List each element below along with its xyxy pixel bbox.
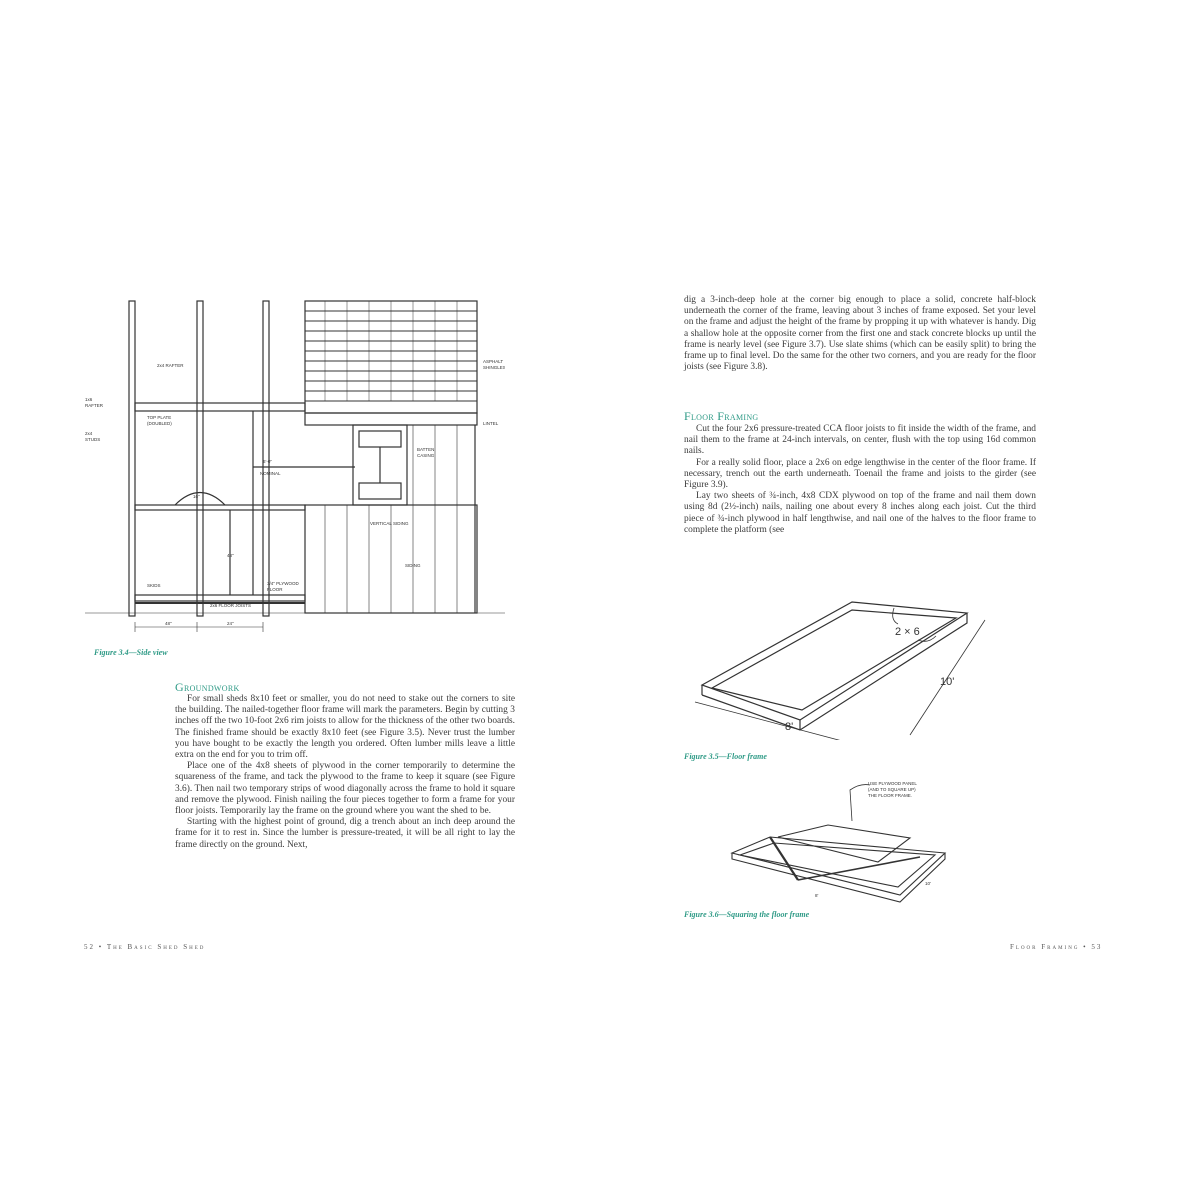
section-heading-groundwork: Groundwork — [175, 680, 240, 694]
paragraph: For a really solid floor, place a 2x6 on edge lengthwise in the center of the floor frame. If necessary, trench out the earth underneath. Toenail the frame and joists to the girder (see Figure 3.9). — [684, 457, 1036, 491]
callout-line3: THE FLOOR FRAME. — [868, 793, 913, 798]
squaring-floor-frame-drawing — [710, 775, 980, 910]
paragraph: Starting with the highest point of ground, dig a trench about an inch deep around the frame for it to rest in. Since the lumber is pressure-treated, it will be all right to lay the frame directly on the ground. Next, — [175, 817, 515, 850]
right-page — [600, 0, 1200, 1200]
frame-length-label: 10' — [940, 676, 955, 688]
svg-text:VERTICAL SIDING: VERTICAL SIDING — [370, 521, 409, 526]
svg-text:FLOOR: FLOOR — [267, 587, 283, 592]
figure-caption-floor-frame: Figure 3.5—Floor frame — [684, 752, 767, 761]
figure-caption-side-view: Figure 3.4—Side view — [94, 648, 168, 657]
svg-text:2x4 RAFTER: 2x4 RAFTER — [157, 363, 184, 368]
squaring-width-label: 8' — [815, 893, 819, 898]
squaring-length-label: 10' — [925, 881, 931, 886]
svg-text:STUDS: STUDS — [85, 437, 101, 442]
svg-text:1x6: 1x6 — [85, 397, 93, 402]
svg-text:48": 48" — [227, 553, 234, 558]
svg-text:LINTEL: LINTEL — [483, 421, 499, 426]
svg-text:24": 24" — [227, 621, 234, 626]
svg-text:2x4: 2x4 — [85, 431, 93, 436]
svg-text:NOMINAL: NOMINAL — [260, 471, 281, 476]
paragraph: dig a 3-inch-deep hole at the corner big enough to place a solid, concrete half-block underneath the corner of the frame, leaving about 3 inches of frame exposed. Set your level on the frame and adjust the height of the frame by propping it up with whatever is handy. Dig a shallow hole at the opposite corner from the first one and stack concrete blocks up until the frame is nearly level (see Figure 3.7). Use slate shims (which can be easily split) to bring the frame up to final level. Do the same for the other two corners, and you are ready for the floor joists (see Figure 3.8). — [684, 295, 1036, 373]
svg-text:SIDING: SIDING — [405, 563, 421, 568]
svg-text:48": 48" — [165, 621, 172, 626]
svg-text:3/4" PLYWOOD: 3/4" PLYWOOD — [267, 581, 299, 586]
svg-text:2x6 FLOOR JOISTS: 2x6 FLOOR JOISTS — [210, 603, 252, 608]
frame-member-label: 2 × 6 — [895, 626, 920, 638]
svg-text:TOP PLATE: TOP PLATE — [147, 415, 172, 420]
svg-text:6'-0": 6'-0" — [263, 459, 272, 464]
paragraph: Lay two sheets of ¾-inch, 4x8 CDX plywood on top of the frame and nail them down using 8d (2½-inch) nails, nailing one about every 8 inches along each joist. Cut the third piece of ¾-inch plywood in half lengthwise, and nail one of the halves to the floor frame to complete the platform (see — [684, 491, 1036, 535]
svg-text:SKIDS: SKIDS — [147, 583, 161, 588]
intro-body — [684, 295, 1036, 373]
squaring-callout: USE PLYWOOD PANEL — [868, 781, 917, 786]
svg-text:ASPHALT: ASPHALT — [483, 359, 504, 364]
svg-text:(DOUBLED): (DOUBLED) — [147, 421, 172, 426]
floor-frame-drawing — [690, 580, 990, 740]
page-folio-right: Floor Framing • 53 — [1010, 943, 1103, 951]
frame-width-label: 8' — [785, 721, 794, 733]
svg-text:CASING: CASING — [417, 453, 435, 458]
paragraph: For small sheds 8x10 feet or smaller, you do not need to stake out the corners to site the building. The nailed-together floor frame will mark the parameters. Begin by cutting 3 inches off the two 10-foot 2x6 rim joists to allow for the thickness of the other two boards. The finished frame should be exactly 8x10 feet (see Figure 3.5). Never trust the lumber you have bought to be exactly the length you ordered. Often lumber mills leave a little extra on the end for you to trim off. — [175, 694, 515, 761]
svg-text:16": 16" — [193, 494, 200, 499]
paragraph: Place one of the 4x8 sheets of plywood in the corner temporarily to determine the squareness of the frame, and tack the plywood to the frame to keep it square (see Figure 3.6). Then nail two temporary strips of wood diagonally across the frame to hold it square and remove the plywood. Finish nailing the four pieces together to form a frame for your floor joists. Temporarily lay the frame on the ground where you want the shed to be. — [175, 761, 515, 817]
groundwork-body — [175, 694, 515, 851]
floor-framing-body — [684, 424, 1036, 536]
svg-text:SHINGLES: SHINGLES — [483, 365, 505, 370]
svg-text:BATTEN: BATTEN — [417, 447, 435, 452]
section-heading-floor-framing: Floor Framing — [684, 409, 759, 423]
figure-caption-squaring: Figure 3.6—Squaring the floor frame — [684, 910, 810, 919]
page-folio-left: 52 • The Basic Shed Shed — [84, 943, 206, 951]
callout-line2: (AND TO SQUARE UP) — [868, 787, 916, 792]
side-view-drawing — [85, 295, 505, 635]
svg-text:RAFTER: RAFTER — [85, 403, 103, 408]
paragraph: Cut the four 2x6 pressure-treated CCA floor joists to fit inside the width of the frame, and nail them to the frame at 24-inch intervals, on center, flush with the top using 16d common nails. — [684, 424, 1036, 457]
